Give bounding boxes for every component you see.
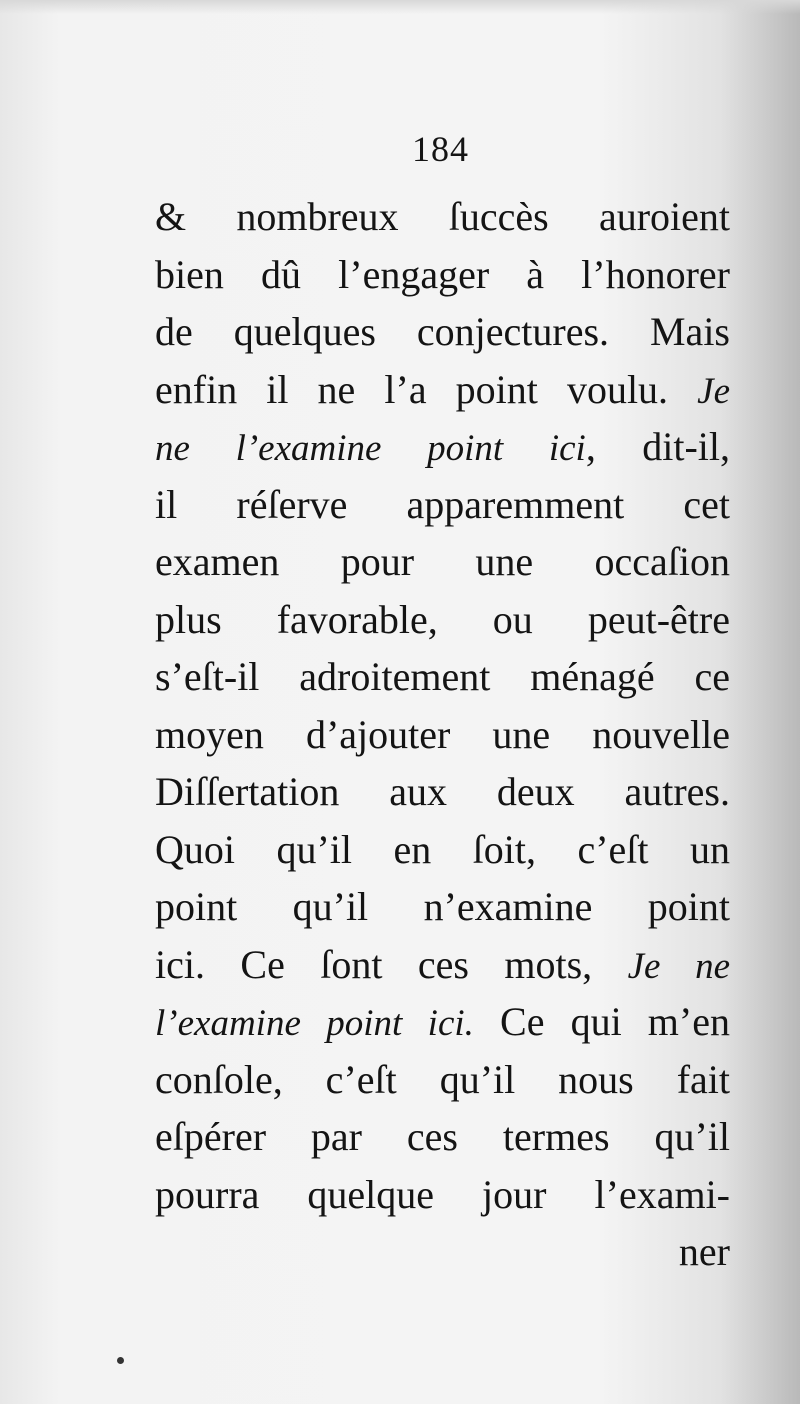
page-number: 184 <box>412 129 469 169</box>
line-text: bien dû l’engager à l’honorer <box>155 251 730 297</box>
line-text: conſole, c’eſt qu’il nous fait <box>155 1056 730 1102</box>
ink-speck <box>117 1357 124 1364</box>
text-line <box>155 1166 730 1224</box>
text-line <box>155 188 730 246</box>
text-line <box>155 993 730 1051</box>
line-text: pourra quelque jour l’exami- <box>155 1171 730 1217</box>
italic-text: ne l’examine point ici <box>155 428 586 469</box>
line-text: Quoi qu’il en ſoit, c’eſt un <box>155 826 730 872</box>
body-text <box>155 188 730 1281</box>
italic-text: Je ne <box>627 945 730 987</box>
line-text: il réſerve apparemment cet <box>155 481 730 527</box>
text-line <box>155 303 730 361</box>
text-line <box>155 936 730 994</box>
italic-text: l’examine point ici. <box>155 1003 474 1044</box>
text-line <box>155 648 730 706</box>
text-line <box>155 591 730 649</box>
line-text: examen pour une occaſion <box>155 539 730 584</box>
text-line <box>155 878 730 936</box>
text-line <box>155 246 730 304</box>
text-line <box>155 763 730 821</box>
line-text: s’eſt-il adroitement ménagé ce <box>155 654 730 699</box>
line-text: enfin il ne l’a point voulu. <box>155 366 698 412</box>
text-line <box>155 821 730 879</box>
line-text: & nombreux ſuccès auroient <box>155 194 730 239</box>
text-line <box>155 476 730 534</box>
line-text: plus favorable, ou peut-être <box>155 596 730 642</box>
text-line <box>155 533 730 591</box>
line-text: point qu’il n’examine point <box>155 884 730 929</box>
line-text: , dit-il, <box>585 424 730 469</box>
line-text: de quelques conjectures. Mais <box>155 309 730 354</box>
catchword: ner <box>678 1229 730 1274</box>
text-line <box>155 418 730 476</box>
text-line <box>155 1051 730 1109</box>
text-line <box>155 361 730 419</box>
line-text: ici. Ce ſont ces mots, <box>155 941 628 987</box>
line-text: Diſſertation aux deux autres. <box>155 769 730 814</box>
line-text: Ce qui m’en <box>473 999 730 1044</box>
text-line <box>155 1108 730 1166</box>
line-text: moyen d’ajouter une nouvelle <box>155 711 730 757</box>
text-line <box>155 706 730 764</box>
italic-text: Je <box>697 370 730 412</box>
page-edge-shadow <box>0 0 800 14</box>
line-text: eſpérer par ces termes qu’il <box>155 1114 730 1159</box>
